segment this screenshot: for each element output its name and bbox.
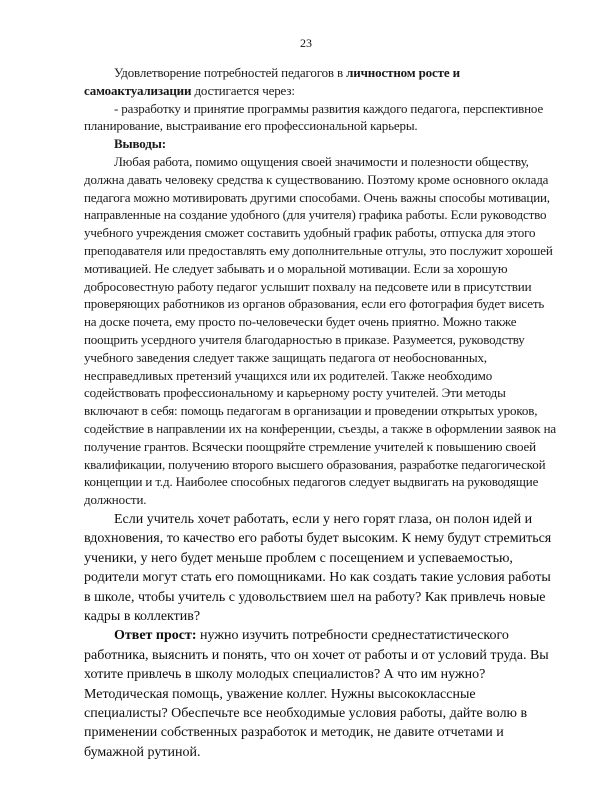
page-content	[84, 64, 558, 762]
bold-phrase: личностном росте и самоактуализации	[84, 65, 460, 98]
paragraph-motivation-methods: Любая работа, помимо ощущения своей значимости и полезности обществу, должна давать человеку средства к существованию. Поэтому кроме основного оклада педагога можно мотивировать другими способами. Очень важны способы мотивации, направленные на создание удобного (для учителя) графика работы. Если руководство учебного учреждения сможет составить удобный график работы, отпуска для этого преподавателя или предоставлять ему дополнительные отгулы, это послужит хорошей мотивацией. Не следует забывать и о моральной мотивации. Если за хорошую добросовестную работу педагог услышит похвалу на педсовете или в присутствии проверяющих работников из органов образования, если его фотография будет висеть на доске почета, ему просто по-человечески будет очень приятно. Можно также поощрить усердного учителя благодарностью в приказе. Разумеется, руководству учебного заведения следует также защищать педагога от необоснованных, несправедливых претензий учащихся или их родителей. Также необходимо содействовать профессиональному и карьерному росту учителей. Эти методы включают в себя: помощь педагогам в организации и проведении открытых уроков, содействие в направлении их на конференции, съезды, а также в оформлении заявок на получение грантов. Всячески поощряйте стремление учителей к повышению своей квалификации, получению второго высшего образования, разработке педагогической концепции и т.д. Наиболее способных педагогов следует выдвигать на руководящие должности.	[84, 153, 557, 508]
conclusions-heading: Выводы:	[114, 136, 166, 152]
paragraph-answer	[84, 626, 558, 762]
paragraph-development-program: - разработку и принятие программы развития каждого педагога, перспективное планирование, выстраивание его профессиональной карьеры.	[84, 100, 544, 134]
paragraph-intro: Удовлетворение потребностей педагогов в	[114, 65, 347, 80]
typed-text-block	[84, 510, 558, 762]
paragraph-teacher-motivation: Если учитель хочет работать, если у него горят глаза, он полон идей и вдохновения, то качество его работы будет высоким. К нему будут стремиться ученики, у него будет меньше проблем с посещением и успеваемостью, родители могут стать его помощниками. Но как создать такие условия работы в школе, чтобы учитель с удовольствием шел на работу? Как привлечь новые кадры в коллектив?	[84, 511, 552, 624]
paragraph-intro-end: достигается через:	[191, 82, 295, 98]
answer-label: Ответ прост:	[114, 628, 197, 644]
scanned-text-block	[84, 64, 558, 509]
page-number: 23	[300, 36, 312, 50]
paragraph-personal-growth	[84, 64, 558, 100]
answer-text: нужно изучить потребности среднестатистического работника, выяснить и понять, что он хочет от работы и от условий труда. Вы хотите привлечь в школу молодых специалистов? А что им нужно? Методическая помощь, уважение коллег. Нужны высококлассные специалисты? Обеспечьте все необходимые условия работы, дайте волю в применении собственных разработок и методик, не давите отчетами и бумажной рутиной.	[84, 628, 549, 760]
